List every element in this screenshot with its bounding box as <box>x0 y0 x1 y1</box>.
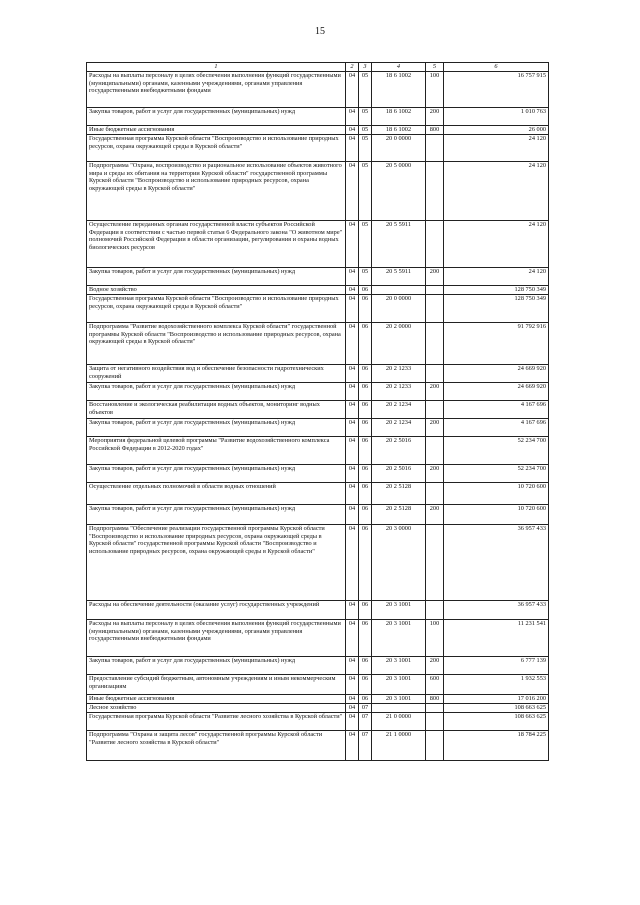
section-code-cell: 04 <box>346 704 359 713</box>
row-name-cell: Водное хозяйство <box>87 286 346 295</box>
row-name-cell: Государственная программа Курской области "Воспроизводство и использование природных ресурсов, охрана окружающей среды в Курской области" <box>87 135 346 162</box>
amount-cell: 24 120 <box>444 162 549 221</box>
row-name-cell: Иные бюджетные ассигнования <box>87 695 346 704</box>
amount-cell: 24 120 <box>444 268 549 286</box>
expense-type-cell <box>426 525 444 601</box>
target-article-cell: 20 2 5128 <box>372 505 426 525</box>
section-code-cell: 04 <box>346 465 359 483</box>
column-header: 6 <box>444 63 549 72</box>
target-article-cell: 18 6 1002 <box>372 108 426 126</box>
section-code-cell: 04 <box>346 419 359 437</box>
target-article-cell: 20 3 1001 <box>372 620 426 657</box>
table-row <box>87 483 549 505</box>
subsection-code-cell: 06 <box>359 657 372 675</box>
amount-cell: 36 957 433 <box>444 601 549 620</box>
target-article-cell: 20 2 5128 <box>372 483 426 505</box>
amount-cell: 52 234 700 <box>444 465 549 483</box>
column-header: 2 <box>346 63 359 72</box>
target-article-cell: 18 6 1002 <box>372 126 426 135</box>
row-name-cell: Расходы на обеспечение деятельности (оказание услуг) государственных учреждений <box>87 601 346 620</box>
subsection-code-cell: 05 <box>359 221 372 268</box>
target-article-cell: 20 3 1001 <box>372 601 426 620</box>
table-row <box>87 505 549 525</box>
section-code-cell: 04 <box>346 731 359 761</box>
expense-type-cell <box>426 437 444 465</box>
subsection-code-cell: 07 <box>359 713 372 731</box>
section-code-cell: 04 <box>346 525 359 601</box>
table-row <box>87 365 549 383</box>
section-code-cell: 04 <box>346 383 359 401</box>
expense-type-cell: 200 <box>426 268 444 286</box>
table-body <box>87 72 549 761</box>
expense-type-cell: 200 <box>426 657 444 675</box>
amount-cell: 1 932 553 <box>444 675 549 695</box>
target-article-cell: 20 2 5016 <box>372 465 426 483</box>
expense-type-cell <box>426 704 444 713</box>
target-article-cell: 20 5 5911 <box>372 268 426 286</box>
expense-type-cell: 200 <box>426 108 444 126</box>
row-name-cell: Закупка товаров, работ и услуг для государственных (муниципальных) нужд <box>87 268 346 286</box>
target-article-cell: 20 2 1233 <box>372 383 426 401</box>
amount-cell: 4 167 696 <box>444 401 549 419</box>
target-article-cell: 20 2 1233 <box>372 365 426 383</box>
row-name-cell: Лесное хозяйство <box>87 704 346 713</box>
section-code-cell: 04 <box>346 72 359 108</box>
target-article-cell: 20 5 0000 <box>372 162 426 221</box>
section-code-cell: 04 <box>346 365 359 383</box>
section-code-cell: 04 <box>346 295 359 323</box>
subsection-code-cell: 06 <box>359 505 372 525</box>
amount-cell: 36 957 433 <box>444 525 549 601</box>
amount-cell: 17 016 200 <box>444 695 549 704</box>
row-name-cell: Предоставление субсидий бюджетным, автономным учреждениям и иным некоммерческим организациям <box>87 675 346 695</box>
amount-cell: 24 669 920 <box>444 365 549 383</box>
amount-cell: 91 792 916 <box>444 323 549 365</box>
subsection-code-cell: 06 <box>359 525 372 601</box>
table-row <box>87 525 549 601</box>
table-row <box>87 657 549 675</box>
row-name-cell: Закупка товаров, работ и услуг для государственных (муниципальных) нужд <box>87 505 346 525</box>
expense-type-cell <box>426 135 444 162</box>
table-row <box>87 72 549 108</box>
table-row <box>87 323 549 365</box>
target-article-cell: 21 0 0000 <box>372 713 426 731</box>
table-header-row <box>87 63 549 72</box>
amount-cell: 18 784 225 <box>444 731 549 761</box>
amount-cell: 128 750 349 <box>444 295 549 323</box>
row-name-cell: Государственная программа Курской области "Воспроизводство и использование природных ресурсов, охрана окружающей среды в Курской области" <box>87 295 346 323</box>
subsection-code-cell: 05 <box>359 72 372 108</box>
amount-cell: 24 669 920 <box>444 383 549 401</box>
budget-table <box>86 62 549 761</box>
section-code-cell: 04 <box>346 323 359 365</box>
page-number: 15 <box>315 26 325 37</box>
amount-cell: 108 663 625 <box>444 704 549 713</box>
row-name-cell: Государственная программа Курской области "Развитие лесного хозяйства в Курской области" <box>87 713 346 731</box>
section-code-cell: 04 <box>346 657 359 675</box>
expense-type-cell: 600 <box>426 675 444 695</box>
target-article-cell: 20 2 1234 <box>372 419 426 437</box>
amount-cell: 128 750 349 <box>444 286 549 295</box>
expense-type-cell: 100 <box>426 620 444 657</box>
section-code-cell: 04 <box>346 620 359 657</box>
table-row <box>87 221 549 268</box>
amount-cell: 4 167 696 <box>444 419 549 437</box>
amount-cell: 11 231 541 <box>444 620 549 657</box>
expense-type-cell: 800 <box>426 126 444 135</box>
expense-type-cell <box>426 483 444 505</box>
table-row <box>87 675 549 695</box>
subsection-code-cell: 07 <box>359 731 372 761</box>
expense-type-cell: 200 <box>426 465 444 483</box>
subsection-code-cell: 05 <box>359 108 372 126</box>
section-code-cell: 04 <box>346 108 359 126</box>
section-code-cell: 04 <box>346 221 359 268</box>
table-row <box>87 704 549 713</box>
amount-cell: 24 120 <box>444 221 549 268</box>
subsection-code-cell: 06 <box>359 383 372 401</box>
amount-cell: 10 720 600 <box>444 505 549 525</box>
expense-type-cell: 100 <box>426 72 444 108</box>
target-article-cell: 20 5 5911 <box>372 221 426 268</box>
expense-type-cell <box>426 286 444 295</box>
expense-type-cell <box>426 221 444 268</box>
amount-cell: 52 234 700 <box>444 437 549 465</box>
table-row <box>87 620 549 657</box>
expense-type-cell <box>426 401 444 419</box>
expense-type-cell: 200 <box>426 383 444 401</box>
expense-type-cell <box>426 323 444 365</box>
table-row <box>87 401 549 419</box>
subsection-code-cell: 05 <box>359 162 372 221</box>
row-name-cell: Закупка товаров, работ и услуг для государственных (муниципальных) нужд <box>87 419 346 437</box>
section-code-cell: 04 <box>346 483 359 505</box>
subsection-code-cell: 06 <box>359 295 372 323</box>
amount-cell: 24 120 <box>444 135 549 162</box>
row-name-cell: Осуществление переданных органам государственной власти субъектов Российской Федерации в соответствии с частью первой статьи 6 Федерального закона "О животном мире" полномочий Российской Федерации в области организации, регулирования и охраны водных биологических ресурсов <box>87 221 346 268</box>
table-row <box>87 135 549 162</box>
table-row <box>87 286 549 295</box>
section-code-cell: 04 <box>346 713 359 731</box>
table-row <box>87 601 549 620</box>
subsection-code-cell: 06 <box>359 465 372 483</box>
table-row <box>87 731 549 761</box>
target-article-cell: 20 3 1001 <box>372 657 426 675</box>
amount-cell: 1 010 763 <box>444 108 549 126</box>
column-header: 4 <box>372 63 426 72</box>
table-row <box>87 126 549 135</box>
table-row <box>87 419 549 437</box>
target-article-cell: 20 3 1001 <box>372 675 426 695</box>
expense-type-cell <box>426 365 444 383</box>
expense-type-cell <box>426 162 444 221</box>
table-row <box>87 268 549 286</box>
section-code-cell: 04 <box>346 675 359 695</box>
subsection-code-cell: 06 <box>359 286 372 295</box>
row-name-cell: Закупка товаров, работ и услуг для государственных (муниципальных) нужд <box>87 108 346 126</box>
table-row <box>87 437 549 465</box>
target-article-cell: 20 2 0000 <box>372 323 426 365</box>
table-row <box>87 695 549 704</box>
amount-cell: 6 777 139 <box>444 657 549 675</box>
expense-type-cell <box>426 713 444 731</box>
column-header: 5 <box>426 63 444 72</box>
expense-type-cell <box>426 295 444 323</box>
table-row <box>87 713 549 731</box>
subsection-code-cell: 06 <box>359 483 372 505</box>
column-header: 3 <box>359 63 372 72</box>
subsection-code-cell: 06 <box>359 419 372 437</box>
subsection-code-cell: 05 <box>359 135 372 162</box>
section-code-cell: 04 <box>346 695 359 704</box>
expense-type-cell: 200 <box>426 419 444 437</box>
subsection-code-cell: 06 <box>359 437 372 465</box>
table-row <box>87 383 549 401</box>
expense-type-cell <box>426 601 444 620</box>
table-row <box>87 295 549 323</box>
subsection-code-cell: 06 <box>359 695 372 704</box>
subsection-code-cell: 06 <box>359 675 372 695</box>
target-article-cell <box>372 704 426 713</box>
subsection-code-cell: 06 <box>359 323 372 365</box>
row-name-cell: Подпрограмма "Развитие водохозяйственного комплекса Курской области" государственной программы Курской области "Воспроизводство и использование природных ресурсов, охрана окружающей среды в Курской области" <box>87 323 346 365</box>
table-row <box>87 465 549 483</box>
subsection-code-cell: 06 <box>359 365 372 383</box>
row-name-cell: Расходы на выплаты персоналу в целях обеспечения выполнения функций государственными (муниципальными) органами, казенными учреждениями, органами управления государственными внебюджетными фондами <box>87 72 346 108</box>
target-article-cell: 20 3 0000 <box>372 525 426 601</box>
subsection-code-cell: 05 <box>359 126 372 135</box>
section-code-cell: 04 <box>346 601 359 620</box>
section-code-cell: 04 <box>346 126 359 135</box>
amount-cell: 26 000 <box>444 126 549 135</box>
row-name-cell: Закупка товаров, работ и услуг для государственных (муниципальных) нужд <box>87 657 346 675</box>
subsection-code-cell: 05 <box>359 268 372 286</box>
table-row <box>87 108 549 126</box>
table-row <box>87 162 549 221</box>
row-name-cell: Мероприятия федеральной целевой программы "Развитие водохозяйственного комплекса Российской Федерации в 2012-2020 годах" <box>87 437 346 465</box>
target-article-cell: 20 0 0000 <box>372 135 426 162</box>
row-name-cell: Закупка товаров, работ и услуг для государственных (муниципальных) нужд <box>87 383 346 401</box>
section-code-cell: 04 <box>346 437 359 465</box>
row-name-cell: Осуществление отдельных полномочий в области водных отношений <box>87 483 346 505</box>
row-name-cell: Подпрограмма "Обеспечение реализации государственной программы Курской области "Воспроизводство и использование природных ресурсов, охрана окружающей среды в Курской области" государственной программы Курской области "Воспроизводство и использование природных ресурсов, охрана окружающей среды в Курской области" <box>87 525 346 601</box>
section-code-cell: 04 <box>346 135 359 162</box>
row-name-cell: Защита от негативного воздействия вод и обеспечение безопасности гидротехнических сооружений <box>87 365 346 383</box>
amount-cell: 16 757 915 <box>444 72 549 108</box>
section-code-cell: 04 <box>346 162 359 221</box>
row-name-cell: Восстановление и экологическая реабилитация водных объектов, мониторинг водных объектов <box>87 401 346 419</box>
subsection-code-cell: 07 <box>359 704 372 713</box>
row-name-cell: Подпрограмма "Охрана и защита лесов" государственной программы Курской области "Развитие лесного хозяйства в Курской области" <box>87 731 346 761</box>
subsection-code-cell: 06 <box>359 401 372 419</box>
section-code-cell: 04 <box>346 401 359 419</box>
row-name-cell: Закупка товаров, работ и услуг для государственных (муниципальных) нужд <box>87 465 346 483</box>
amount-cell: 108 663 625 <box>444 713 549 731</box>
target-article-cell <box>372 286 426 295</box>
target-article-cell: 20 2 5016 <box>372 437 426 465</box>
expense-type-cell: 800 <box>426 695 444 704</box>
row-name-cell: Подпрограмма "Охрана, воспроизводство и рациональное использование объектов животного мира и среды их обитания на территории Курской области" государственной программы Курской области "Воспроизводство и использование природных ресурсов, охрана окружающей среды в Курской области" <box>87 162 346 221</box>
column-header: 1 <box>87 63 346 72</box>
amount-cell: 10 720 600 <box>444 483 549 505</box>
row-name-cell: Иные бюджетные ассигнования <box>87 126 346 135</box>
target-article-cell: 21 1 0000 <box>372 731 426 761</box>
section-code-cell: 04 <box>346 505 359 525</box>
subsection-code-cell: 06 <box>359 620 372 657</box>
target-article-cell: 20 0 0000 <box>372 295 426 323</box>
target-article-cell: 20 3 1001 <box>372 695 426 704</box>
target-article-cell: 20 2 1234 <box>372 401 426 419</box>
target-article-cell: 18 6 1002 <box>372 72 426 108</box>
expense-type-cell: 200 <box>426 505 444 525</box>
expense-type-cell <box>426 731 444 761</box>
subsection-code-cell: 06 <box>359 601 372 620</box>
row-name-cell: Расходы на выплаты персоналу в целях обеспечения выполнения функций государственными (муниципальными) органами, казенными учреждениями, органами управления государственными внебюджетными фондами <box>87 620 346 657</box>
section-code-cell: 04 <box>346 286 359 295</box>
section-code-cell: 04 <box>346 268 359 286</box>
